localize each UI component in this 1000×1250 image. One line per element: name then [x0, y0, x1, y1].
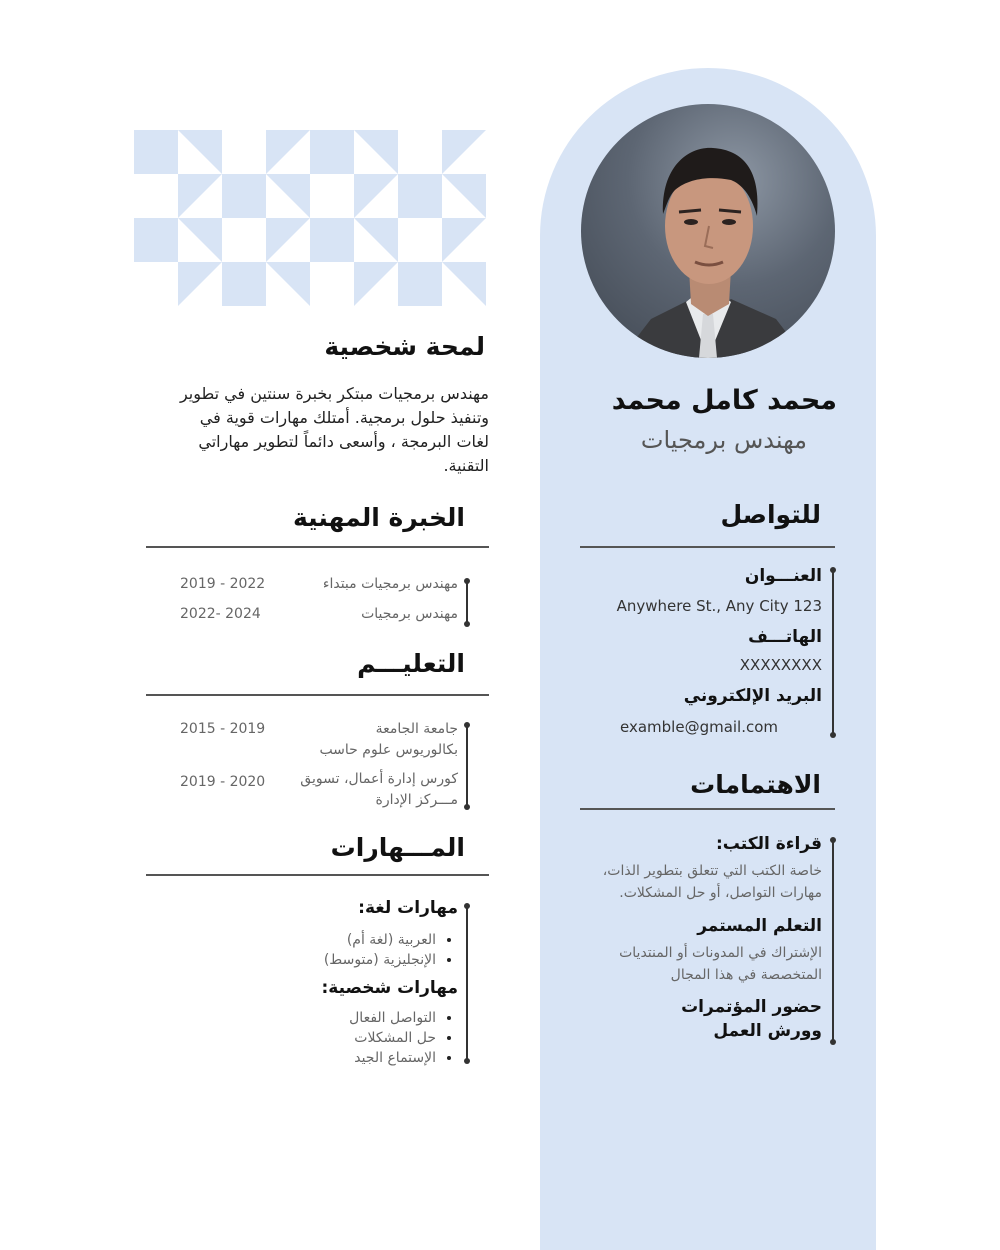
contact-section-title: للتواصل — [720, 500, 821, 529]
phone-value: XXXXXXXX — [739, 656, 822, 674]
interest-conferences-title-2: وورش العمل — [713, 1021, 822, 1041]
interests-divider — [580, 808, 835, 810]
interest-reading-line-2: مهارات التواصل، أو حل المشكلات. — [619, 885, 822, 901]
interest-learning-line-2: المتخصصة في هذا المجال — [670, 967, 822, 983]
language-skill-item: • العربية (لغة أم) — [238, 930, 436, 950]
experience-role-1: مهندس برمجيات مبتداء — [322, 576, 458, 592]
profile-section-title: لمحة شخصية — [324, 332, 485, 361]
experience-role-2: مهندس برمجيات — [361, 606, 458, 622]
interests-timeline-line — [832, 840, 834, 1042]
contact-divider — [580, 546, 835, 548]
experience-dates-2: 2022- 2024 — [180, 606, 261, 622]
education-item-1-line-1: جامعة الجامعة — [375, 721, 458, 737]
person-portrait-icon — [581, 104, 835, 358]
education-section-title: التعليـــم — [357, 649, 465, 678]
personal-skill-item: • حل المشكلات — [238, 1028, 436, 1048]
phone-label: الهاتـــف — [748, 627, 822, 647]
personal-skills-list — [238, 1008, 458, 1068]
full-name: محمد كامل محمد — [611, 385, 837, 416]
profile-photo — [581, 104, 835, 358]
skills-section-title: المـــهارات — [330, 833, 465, 862]
profile-summary — [129, 382, 489, 478]
interest-reading-title: قراءة الكتب: — [715, 834, 822, 854]
language-skills-title: مهارات لغة: — [358, 898, 458, 918]
education-timeline-line — [466, 725, 468, 807]
language-skills-list — [238, 930, 458, 970]
profile-line-2: وتنفيذ حلول برمجية. أمتلك مهارات قوية في — [199, 408, 489, 427]
education-dates-1: 2015 - 2019 — [180, 721, 266, 737]
profile-line-4: التقنية. — [443, 456, 489, 475]
profile-line-3: لغات البرمجة ، وأسعى دائماً لتطوير مهاراتي — [198, 432, 489, 451]
experience-divider — [146, 546, 489, 548]
language-skill-item: • الإنجليزية (متوسط) — [238, 950, 436, 970]
experience-timeline-line — [466, 581, 468, 624]
geometric-pattern — [134, 130, 488, 306]
interests-section-title: الاهتمامات — [690, 770, 821, 799]
skills-divider — [146, 874, 489, 876]
interest-learning-title: التعلم المستمر — [697, 916, 822, 936]
education-dates-2: 2019 - 2020 — [180, 774, 266, 790]
personal-skill-item: • الإستماع الجيد — [238, 1048, 436, 1068]
profile-line-1: مهندس برمجيات مبتكر بخبرة سنتين في تطوير — [179, 384, 489, 403]
personal-skill-item: • التواصل الفعال — [238, 1008, 436, 1028]
education-item-2-line-1: كورس إدارة أعمال، تسويق — [300, 771, 458, 787]
skills-timeline-line — [466, 906, 468, 1061]
interest-conferences-title-1: حضور المؤتمرات — [681, 997, 822, 1017]
address-label: العنـــوان — [744, 566, 822, 586]
education-divider — [146, 694, 489, 696]
experience-section-title: الخبرة المهنية — [293, 503, 465, 532]
education-item-1-line-2: بكالوريوس علوم حاسب — [319, 742, 458, 758]
email-value[interactable]: examble@gmail.com — [620, 718, 779, 736]
experience-dates-1: 2019 - 2022 — [180, 576, 266, 592]
job-title: مهندس برمجيات — [640, 426, 807, 454]
contact-timeline-line — [832, 570, 834, 735]
email-label: البريد الإلكتروني — [683, 686, 822, 706]
personal-skills-title: مهارات شخصية: — [321, 978, 458, 998]
interest-learning-line-1: الإشتراك في المدونات أو المنتديات — [619, 945, 822, 961]
education-item-2-line-2: مـــركز الإدارة — [375, 792, 458, 808]
address-value: Anywhere St., Any City 123 — [616, 597, 822, 615]
interest-reading-line-1: خاصة الكتب التي تتعلق بتطوير الذات، — [602, 863, 822, 879]
